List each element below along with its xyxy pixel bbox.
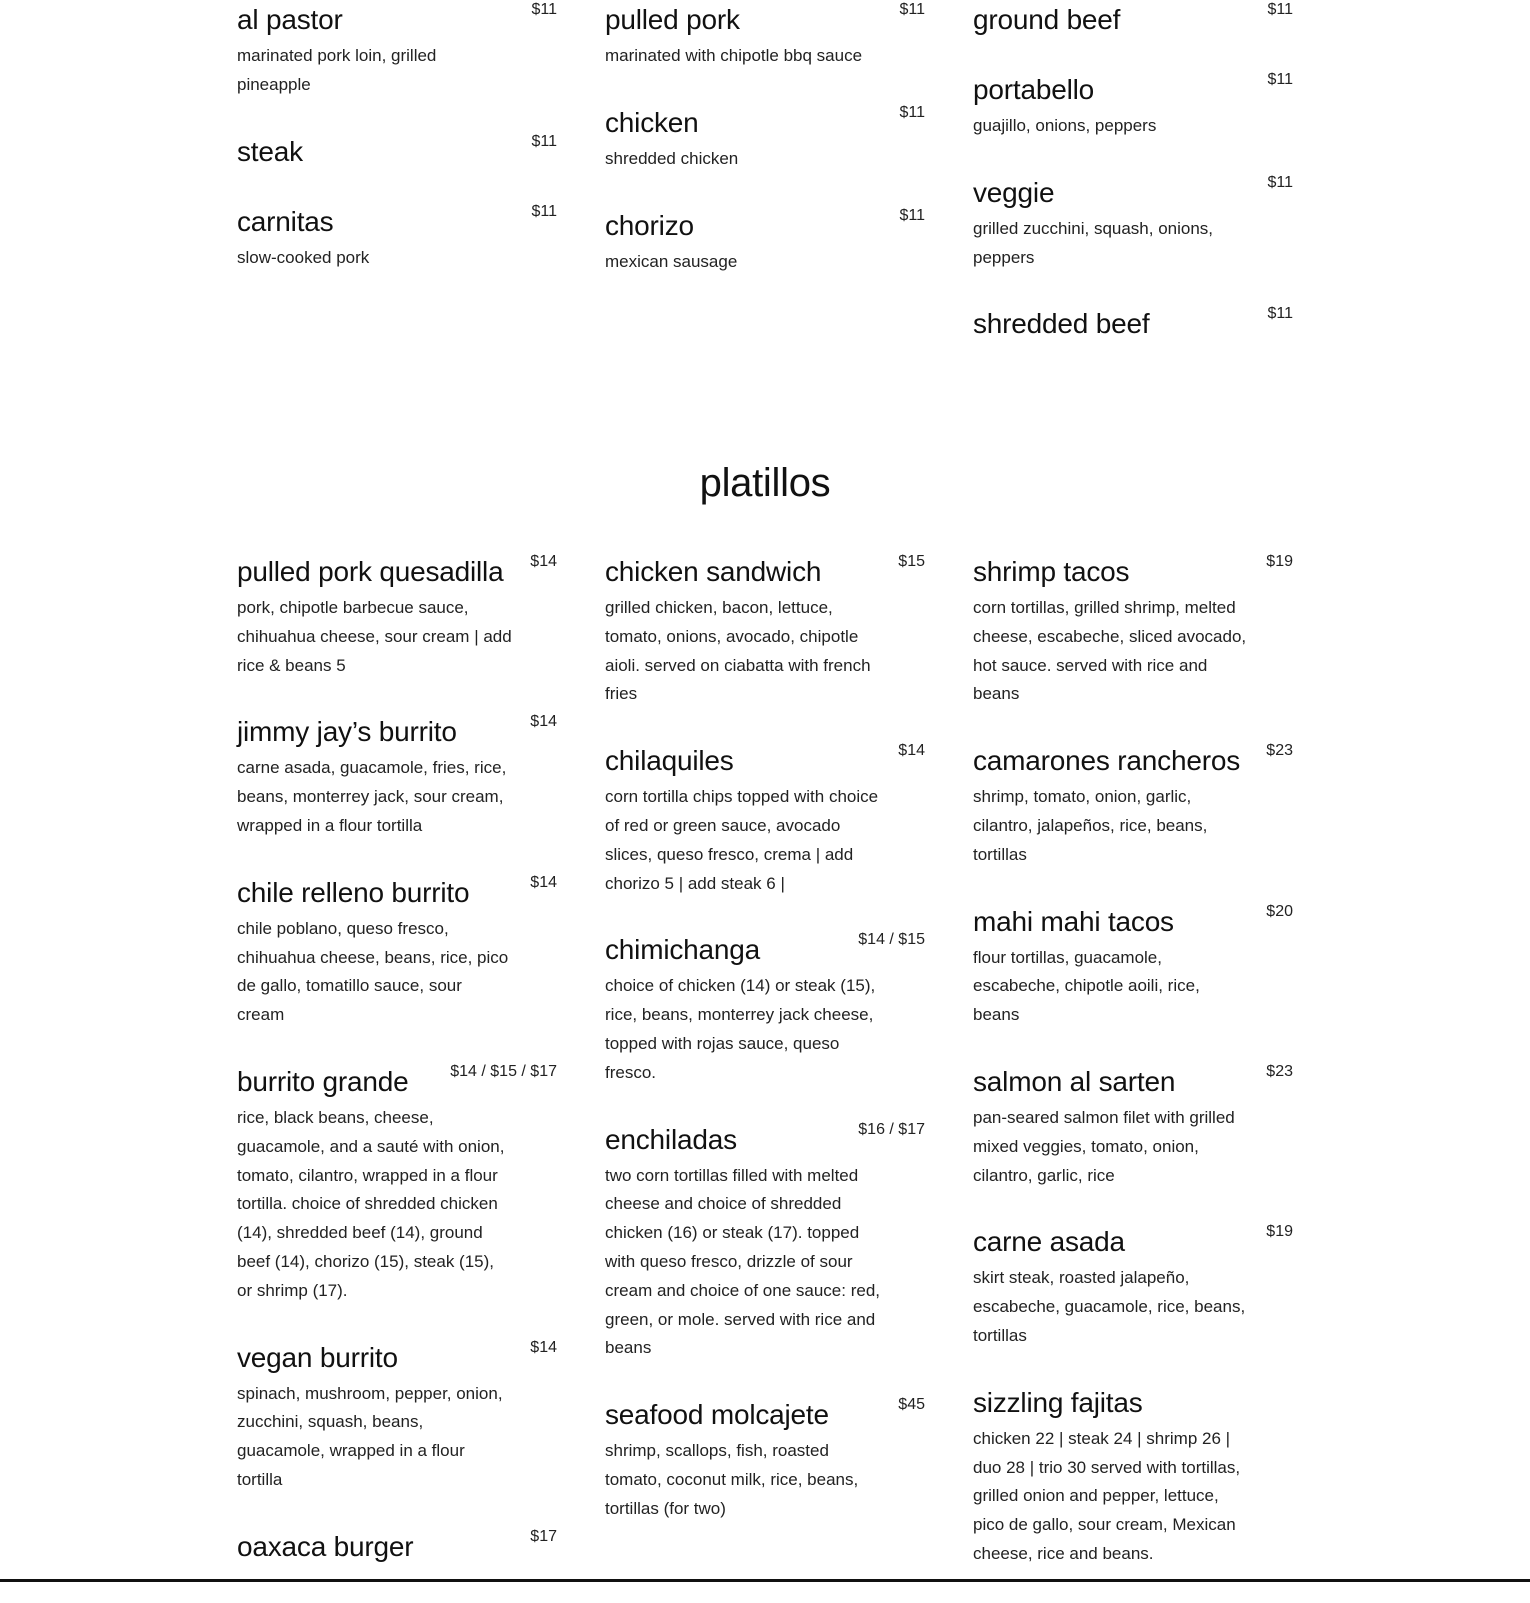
menu-item-header: [973, 743, 1293, 779]
menu-item: [973, 2, 1293, 38]
menu-item-description: pork, chipotle barbecue sauce, chihuahua cheese, sour cream | add rice & beans 5: [237, 598, 512, 675]
menu-item-description: marinated pork loin, grilled pineapple: [237, 46, 437, 94]
menu-item-price: $11: [899, 103, 925, 121]
menu-item-name: chimichanga: [605, 934, 760, 966]
menu-item-price: $14: [530, 713, 557, 731]
menu-item-name: seafood molcajete: [605, 1399, 829, 1431]
menu-item: [237, 554, 557, 680]
menu-item-description: marinated with chipotle bbq sauce: [605, 46, 863, 65]
menu-item-name: burrito grande: [237, 1065, 409, 1097]
menu-item-header: [973, 1224, 1293, 1260]
menu-item-description: skirt steak, roasted jalapeño, escabeche, guacamole, rice, beans, tortillas: [973, 1268, 1246, 1345]
menu-item-description: shrimp, scallops, fish, roasted tomato, coconut milk, rice, beans, tortillas (for two): [605, 1441, 859, 1518]
menu-item-name: chile relleno burrito: [237, 876, 470, 908]
menu-item: [973, 1385, 1293, 1569]
menu-item-description: two corn tortillas filled with melted cheese and choice of shredded chicken (16) or steak (17). topped with queso fresco, drizzle of sour cream and choice of one sauce: red, green, or mole. served with rice and beans: [605, 1165, 880, 1358]
menu-item-name: chorizo: [605, 209, 694, 241]
menu-item-price: $14: [530, 873, 557, 891]
menu-item-description: grilled zucchini, squash, onions, peppers: [973, 218, 1214, 267]
menu-item-header: [605, 2, 925, 38]
menu-item-header: [237, 875, 557, 911]
top-column-3: [973, 2, 1293, 376]
menu-item: [605, 2, 925, 71]
menu-item-header: [237, 204, 557, 240]
menu-item-name: chilaquiles: [605, 745, 734, 777]
menu-item-name: chicken: [605, 106, 699, 138]
menu-item-header: [237, 1529, 557, 1565]
menu-item-header: [237, 554, 557, 590]
menu-item-price: $17: [530, 1527, 557, 1545]
menu-item-name: chicken sandwich: [605, 556, 822, 587]
menu-item: [973, 306, 1293, 342]
menu-item: [605, 1397, 925, 1523]
menu-item-name: camarones rancheros: [973, 745, 1240, 777]
menu-item-description: pan-seared salmon filet with grilled mixed veggies, tomato, onion, cilantro, garlic, rice: [973, 1107, 1235, 1185]
menu-item-price: $11: [1267, 71, 1293, 88]
menu-item-description: shrimp, tomato, onion, garlic, cilantro, jalapeños, rice, beans, tortillas: [973, 787, 1208, 864]
menu-item: [605, 932, 925, 1087]
menu-item-price: $11: [1267, 173, 1293, 191]
menu-item-name: sizzling fajitas: [973, 1386, 1143, 1418]
menu-item-header: [973, 1385, 1293, 1421]
platillos-column-1: [237, 554, 557, 1603]
menu-item-header: [973, 2, 1293, 38]
menu-item-header: [237, 1064, 557, 1100]
menu-item-price: $15: [898, 553, 925, 570]
menu-item-header: [237, 2, 557, 38]
menu-item-name: jimmy jay’s burrito: [237, 716, 457, 748]
menu-item-header: [237, 134, 557, 170]
menu-item-header: [605, 743, 925, 779]
menu-item: [605, 105, 925, 174]
menu-item-description: corn tortilla chips topped with choice of red or green sauce, avocado slices, queso fresco, crema | add chorizo 5 | add steak 6 |: [605, 787, 879, 893]
menu-item-header: [973, 306, 1293, 342]
menu-item-description: slow-cooked pork: [237, 247, 370, 267]
menu-item-name: vegan burrito: [237, 1341, 398, 1373]
menu-item-header: [605, 208, 925, 244]
menu-item-header: [605, 932, 925, 968]
menu-item-price: $16 / $17: [858, 1120, 925, 1138]
menu-item: [973, 72, 1293, 141]
menu-item-price: $11: [1267, 1, 1293, 18]
menu-item: [973, 1224, 1293, 1350]
menu-item-description: chile poblano, queso fresco, chihuahua cheese, beans, rice, pico de gallo, tomatillo sauce, sour cream: [237, 918, 509, 1025]
menu-item-price: $14 / $15 / $17: [450, 1062, 557, 1080]
menu-item-price: $45: [898, 1396, 925, 1414]
menu-item-name: al pastor: [237, 4, 343, 35]
menu-item-description: grilled chicken, bacon, lettuce, tomato, onions, avocado, chipotle aioli. served on ciabatta with french fries: [605, 598, 871, 704]
menu-item-name: mahi mahi tacos: [973, 905, 1174, 937]
menu-item-name: portabello: [973, 74, 1094, 105]
menu-item-price: $11: [899, 206, 925, 224]
menu-item: [605, 208, 925, 277]
menu-item-header: [605, 1397, 925, 1433]
platillos-section-title: platillos: [699, 461, 831, 505]
menu-item: [605, 554, 925, 709]
menu-item-name: enchiladas: [605, 1123, 737, 1155]
menu-item-description: corn tortillas, grilled shrimp, melted cheese, escabeche, sliced avocado, hot sauce. served with rice and beans: [973, 598, 1247, 704]
menu-item: [237, 714, 557, 840]
menu-item: [973, 1064, 1293, 1190]
top-menu-grid: [237, 2, 1293, 376]
menu-item-header: [973, 904, 1293, 940]
menu-item-name: shrimp tacos: [973, 556, 1130, 587]
menu-item: [973, 175, 1293, 273]
menu-item-price: $11: [1267, 305, 1293, 323]
menu-item: [605, 1122, 925, 1364]
menu-item-price: $19: [1266, 1223, 1293, 1241]
menu-item: [237, 875, 557, 1030]
menu-item-price: $11: [899, 1, 925, 18]
menu-item-header: [973, 72, 1293, 108]
menu-item: [973, 743, 1293, 869]
menu-item-header: [605, 105, 925, 141]
menu-item-name: steak: [237, 135, 303, 167]
menu-item-price: $14: [898, 742, 925, 760]
menu-item-price: $14: [530, 1338, 557, 1356]
menu-item-description: chicken 22 | steak 24 | shrimp 26 | duo 28 | trio 30 served with tortillas, grilled onion and pepper, lettuce, pico de gallo, sour cream, Mexican cheese, rice and beans.: [973, 1428, 1241, 1563]
menu-item: [605, 743, 925, 898]
menu-item-price: $14: [530, 553, 557, 570]
menu-item-description: shredded chicken: [605, 148, 739, 168]
menu-item-header: [237, 1340, 557, 1376]
menu-item-header: [973, 1064, 1293, 1100]
platillos-column-3: [973, 554, 1293, 1603]
menu-item-name: ground beef: [973, 4, 1121, 35]
top-column-1: [237, 2, 557, 376]
top-column-2: [605, 2, 925, 376]
menu-item-price: $11: [531, 132, 557, 150]
menu-item-price: $11: [531, 1, 557, 18]
menu-item-name: oaxaca burger: [237, 1530, 414, 1562]
menu-item: [237, 2, 557, 100]
menu-item-price: $11: [531, 202, 557, 220]
menu-item-description: carne asada, guacamole, fries, rice, beans, monterrey jack, sour cream, wrapped in a flour tortilla: [237, 758, 507, 835]
menu-item-name: pulled pork: [605, 4, 740, 35]
menu-item-description: mexican sausage: [605, 251, 738, 271]
menu-item-price: $19: [1266, 553, 1293, 570]
menu-item: [237, 134, 557, 170]
menu-item: [973, 554, 1293, 709]
menu-item-header: [605, 554, 925, 590]
menu-item-name: veggie: [973, 176, 1055, 208]
menu-item-description: spinach, mushroom, pepper, onion, zucchini, squash, beans, guacamole, wrapped in a flour tortilla: [237, 1383, 503, 1489]
menu-item-price: $20: [1266, 902, 1293, 920]
menu-item-description: rice, black beans, cheese, guacamole, and a sauté with onion, tomato, cilantro, wrapped in a flour tortilla. choice of shredded chicken (14), shredded beef (14), ground beef (14), chorizo (15), steak (15), or shrimp (17).: [237, 1107, 505, 1300]
menu-item-description: flour tortillas, guacamole, escabeche, chipotle aoili, rice, beans: [973, 947, 1200, 1025]
platillos-menu-grid: [237, 554, 1293, 1603]
menu-item: [237, 1340, 557, 1495]
platillos-column-2: [605, 554, 925, 1603]
menu-item-description: choice of chicken (14) or steak (15), rice, beans, monterrey jack cheese, topped with rojas sauce, queso fresco.: [605, 976, 876, 1082]
menu-item-header: [605, 1122, 925, 1158]
menu-item: [237, 1529, 557, 1565]
menu-item-name: pulled pork quesadilla: [237, 556, 504, 587]
menu-item-price: $23: [1266, 1062, 1293, 1080]
menu-item-description: guajillo, onions, peppers: [973, 116, 1157, 135]
menu-item-price: $23: [1266, 742, 1293, 760]
menu-item: [237, 1064, 557, 1306]
menu-item-name: salmon al sarten: [973, 1065, 1176, 1097]
menu-item-header: [973, 175, 1293, 211]
menu-item-name: carnitas: [237, 205, 334, 237]
menu-item: [973, 904, 1293, 1030]
menu-item-header: [237, 714, 557, 750]
menu-item-name: carne asada: [973, 1226, 1125, 1258]
menu-item-header: [973, 554, 1293, 590]
menu-item-price: $14 / $15: [858, 931, 925, 949]
menu-item: [237, 204, 557, 273]
menu-item-name: shredded beef: [973, 308, 1150, 340]
